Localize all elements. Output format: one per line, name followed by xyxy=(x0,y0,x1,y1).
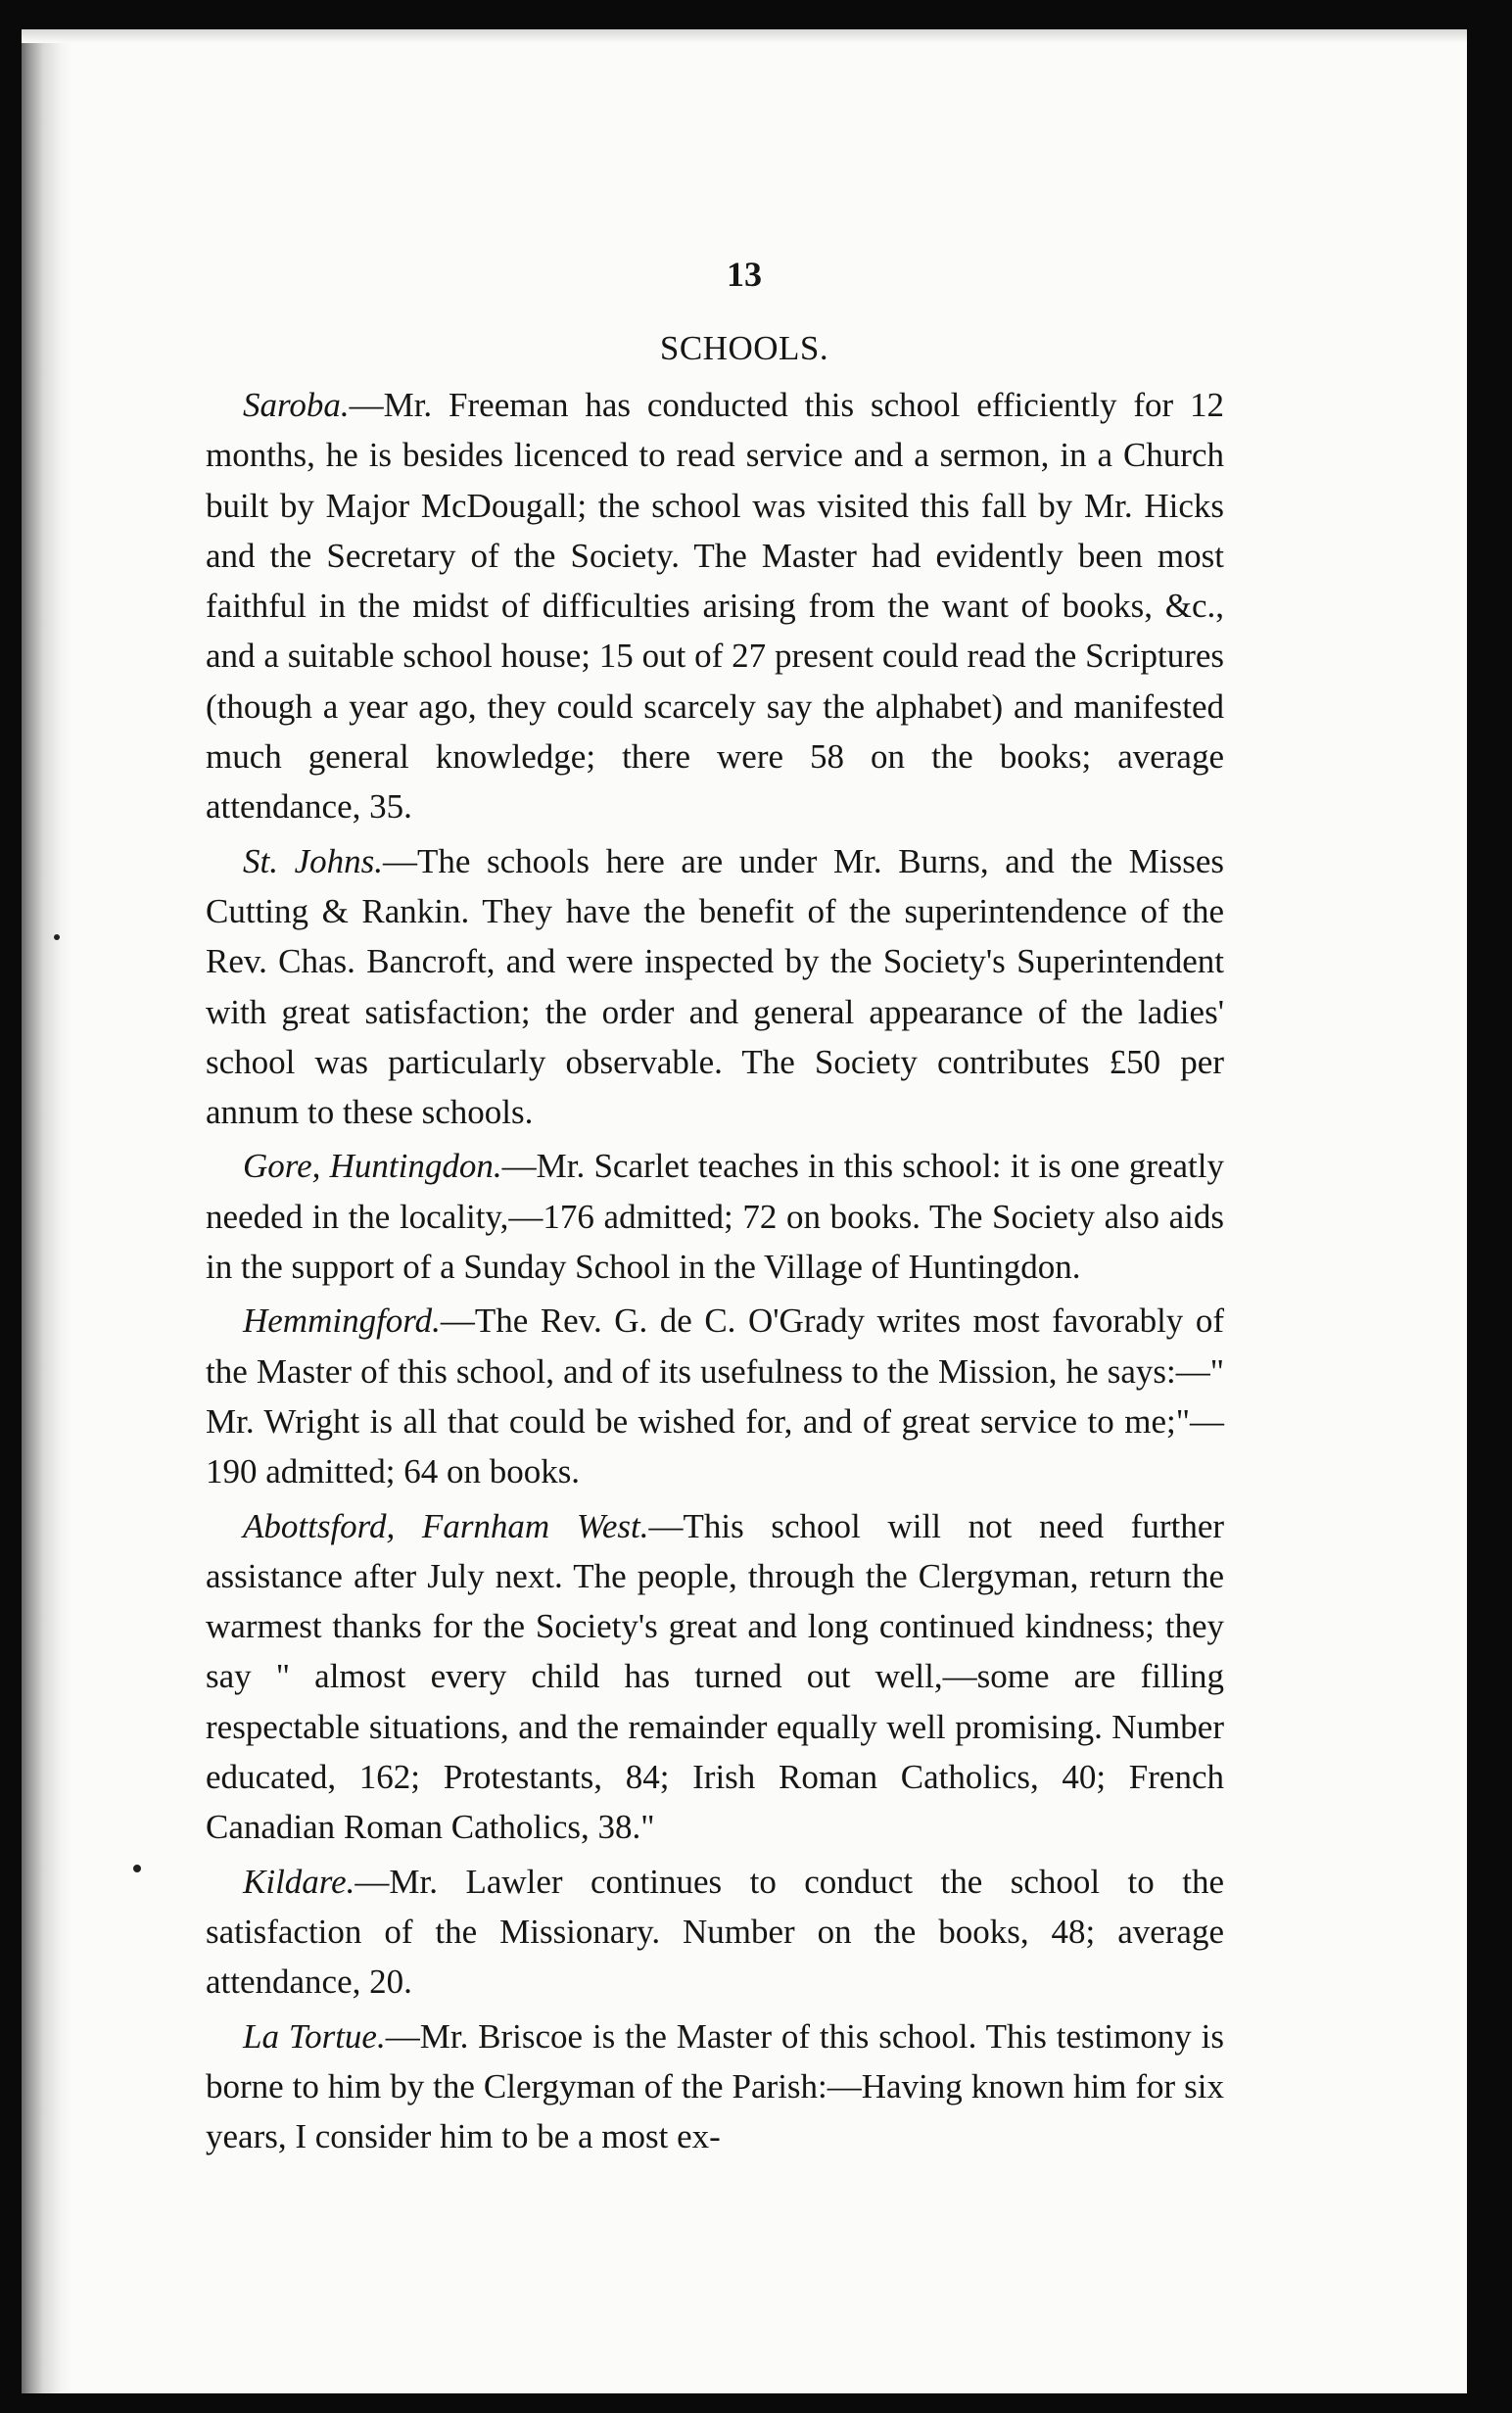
entry-lead: St. Johns. xyxy=(243,841,383,880)
entry-lead: Abottsford, Farnham West. xyxy=(243,1506,649,1545)
entry-lead: Gore, Huntingdon. xyxy=(243,1147,502,1186)
entry-lead: Kildare. xyxy=(243,1862,355,1901)
school-entry-st-johns xyxy=(206,836,1224,1138)
school-entry-abottsford xyxy=(206,1501,1224,1853)
entry-text: —This school will not need further assistance after July next. The people, through the Clergyman, return the warmest thanks for the Society's great and long continued kindness; they say " almost every child has turned out well,—some are filling respectable situations, and the remainder equally well promising. Number educated, 162; Protestants, 84; Irish Roman Catholics, 40; French Canadian Roman Catholics, 38." xyxy=(206,1506,1225,1847)
entry-text: —Mr. Lawler continues to conduct the school to the satisfaction of the Missionary. Number on the books, 48; average attendance, 20. xyxy=(206,1862,1224,2002)
entry-text: —The Rev. G. de C. O'Grady writes most favorably of the Master of this school, and of its usefulness to the Mission, he says:—" Mr. Wright is all that could be wished for, and of great service to me;"—190 admitted; 64 on books. xyxy=(206,1301,1224,1491)
entry-text: —Mr. Scarlet teaches in this school: it is one greatly needed in the locality,—176 admitted; 72 on books. The Society also aids in the support of a Sunday School in the Village of Huntingdon. xyxy=(206,1147,1224,1287)
stray-mark-dot xyxy=(54,934,60,940)
entry-text: —Mr. Briscoe is the Master of this school. This testimony is borne to him by the Clergyman of the Parish:—Having known him for six years, I consider him to be a most ex- xyxy=(206,2016,1224,2156)
school-entry-gore-huntingdon xyxy=(206,1141,1224,1292)
entry-lead: Hemmingford. xyxy=(243,1301,441,1341)
entry-lead: La Tortue. xyxy=(243,2016,386,2056)
school-entry-kildare xyxy=(206,1857,1224,2008)
page-top-shadow xyxy=(22,29,1467,43)
school-entry-saroba xyxy=(206,380,1224,832)
entry-lead: Saroba. xyxy=(243,386,350,424)
section-title: SCHOOLS. xyxy=(659,329,829,367)
scanned-page xyxy=(22,29,1467,2393)
page-binding-edge xyxy=(22,29,72,2393)
school-entry-hemmingford xyxy=(206,1296,1224,1496)
entry-text: —Mr. Freeman has conducted this school efficiently for 12 months, he is besides licenced to read service and a sermon, in a Church built by Major McDougall; the school was visited this fall by Mr. Hicks and the Secretary of the Society. The Master had evidently been most faithful in the midst of difficulties arising from the want of books, &c., and a suitable school house; 15 out of 27 present could read the Scriptures (though a year ago, they could scarcely say the alphabet) and manifested much general knowledge; there were 58 on the books; average attendance, 35. xyxy=(206,386,1224,827)
school-entry-la-tortue xyxy=(206,2011,1224,2162)
entry-text: —The schools here are under Mr. Burns, and the Misses Cutting & Rankin. They have the benefit of the superintendence of the Rev. Chas. Bancroft, and were inspected by the Society's Superintendent with great satisfaction; the order and general appearance of the ladies' school was particularly observable. The Society contributes £50 per annum to these schools. xyxy=(206,841,1224,1132)
page-content xyxy=(206,249,1224,2165)
stray-mark-dot xyxy=(133,1865,141,1872)
page-number: 13 xyxy=(727,255,762,294)
